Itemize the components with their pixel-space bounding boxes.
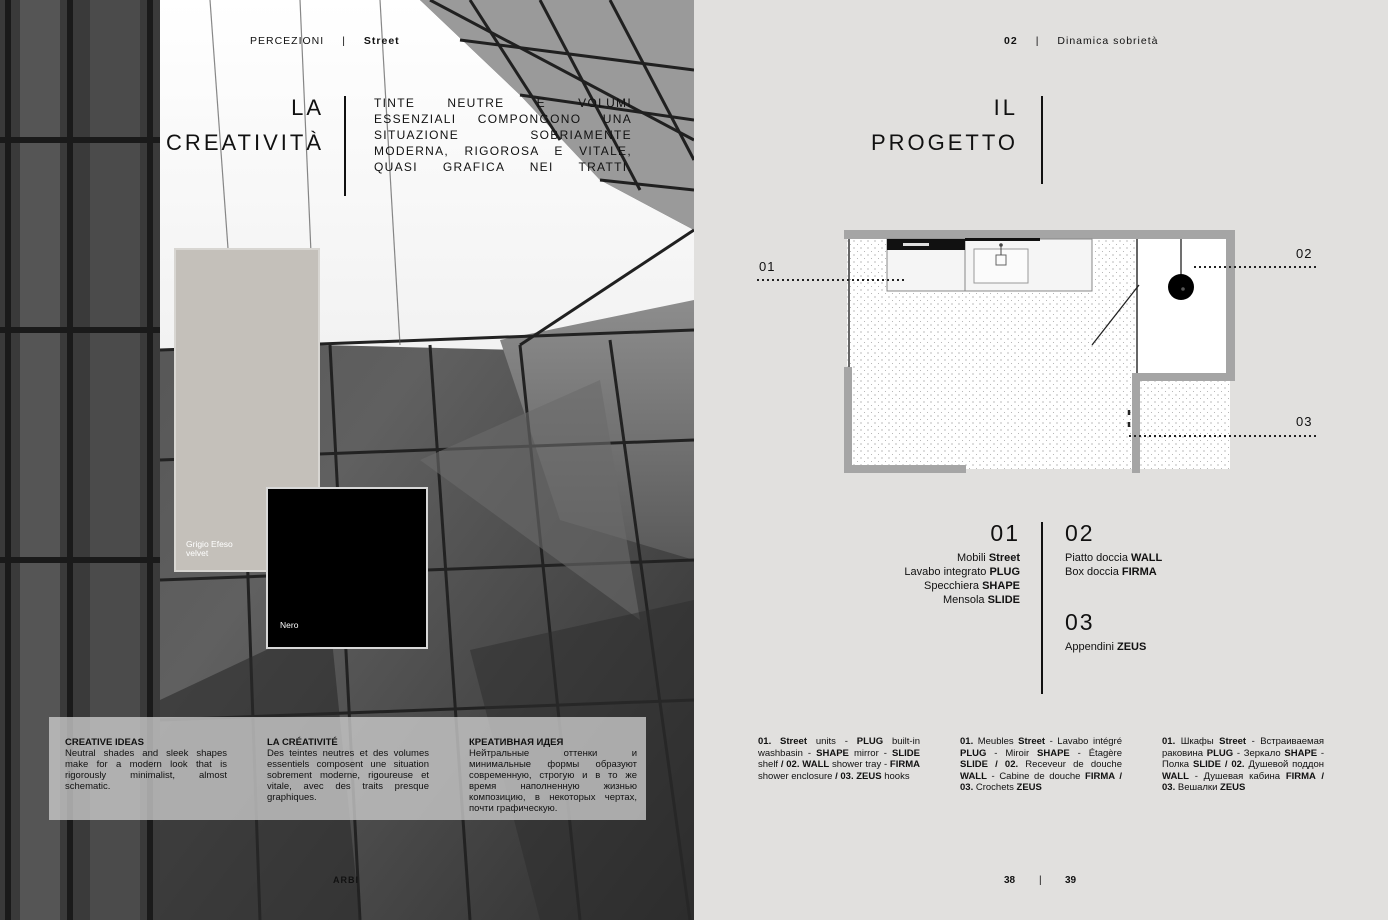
right-header (1004, 35, 1158, 47)
list-item: Specchiera SHAPE (923, 580, 1020, 592)
left-title (150, 90, 324, 160)
lang-heading: LA CRÉATIVITÉ (267, 737, 338, 748)
lang-col-en (65, 737, 227, 792)
list-item: Mobili Street (957, 552, 1020, 564)
groups-divider (1041, 522, 1043, 694)
lang-text: Des teintes neutres et des volumes essentiels composent une situation sobrement moderne, rigoureuse et vitale, avec des traits presque graphiques. (267, 748, 429, 803)
title-line-2: PROGETTO (870, 130, 1018, 155)
lang-col-ru (469, 737, 637, 814)
group-02-list (1065, 551, 1162, 579)
group-number-02: 02 (1065, 520, 1095, 546)
lang-heading: CREATIVE IDEAS (65, 737, 145, 748)
collection-name: Street (363, 35, 400, 47)
lang-heading: КРЕАТИВНАЯ ИДЕЯ (469, 737, 564, 748)
brand-logo: ARBI (333, 875, 359, 885)
title-line-1: IL (993, 95, 1018, 120)
title-divider (1041, 96, 1043, 184)
group-number-01: 01 (990, 520, 1020, 546)
list-item: Mensola SLIDE (942, 594, 1020, 606)
lang-text: Neutral shades and sleek shapes make for a modern look that is rigorously minimalist, almost schematic. (65, 748, 227, 792)
right-page (694, 0, 1388, 920)
plan-label-03: 03 (1296, 414, 1313, 429)
right-title (844, 90, 1018, 160)
title-line-1: LA (291, 95, 324, 120)
translations-box (49, 717, 646, 820)
group-number-03: 03 (1065, 609, 1095, 635)
list-item: Box doccia FIRMA (1065, 566, 1157, 578)
left-header (250, 35, 400, 47)
plan-label-01: 01 (759, 259, 776, 274)
intro-text: TINTE NEUTRE E VOLUMI ESSENZIALI COMPONGONO UNA SITUAZIONE SOBRIAMENTE MODERNA, RIGOROSA E VITALE, QUASI GRAFICA NEI TRATTI. (374, 96, 632, 174)
swatch-label: Grigio Efeso velvet (186, 539, 233, 558)
list-item: Piatto doccia WALL (1065, 552, 1163, 564)
group-01-list (820, 551, 1020, 607)
floor-plan (754, 225, 1324, 480)
section-label: PERCEZIONI (250, 35, 325, 47)
translation-ru: 01. Шкафы Street - Встраиваемая раковина PLUG - Зеркало SHAPE - Полка SLIDE / 02. Душевой поддон WALL - Душевая кабина FIRMA / 03. Вешалки ZEUS (1162, 736, 1325, 793)
chapter-name: Dinamica sobrietà (1057, 35, 1159, 47)
list-item: Appendini ZEUS (1065, 641, 1147, 653)
page-number-right: 39 (1065, 875, 1077, 886)
lang-col-fr (267, 737, 429, 803)
page-number-separator: | (1039, 875, 1042, 886)
list-item: Lavabo integrato PLUG (904, 566, 1020, 578)
plan-label-02: 02 (1296, 246, 1313, 261)
header-separator: | (342, 35, 346, 47)
translation-fr: 01. Meubles Street - Lavabo intégré PLUG - Miroir SHAPE - Étagère SLIDE / 02. Receveur de douche WALL - Cabine de douche FIRMA / 03. Crochets ZEUS (960, 736, 1123, 793)
swatch-label: Nero (280, 620, 299, 630)
translation-en: 01. Street units - PLUG built-in washbasin - SHAPE mirror - SLIDE shelf / 02. WALL shower tray - FIRMA shower enclosure / 03. ZEUS hooks (758, 736, 920, 782)
lang-text: Нейтральные оттенки и минимальные формы образуют современную, строгую и в то же время наполненную жизнью композицию, в некоторых чертах, почти графическую. (469, 748, 637, 814)
header-separator: | (1035, 35, 1040, 47)
page-number-left: 38 (1004, 875, 1016, 886)
swatch-nero (266, 487, 428, 649)
chapter-number: 02 (1004, 35, 1018, 47)
title-divider (344, 96, 346, 196)
title-line-2: CREATIVITÀ (166, 130, 324, 155)
group-03-list (1065, 640, 1146, 654)
